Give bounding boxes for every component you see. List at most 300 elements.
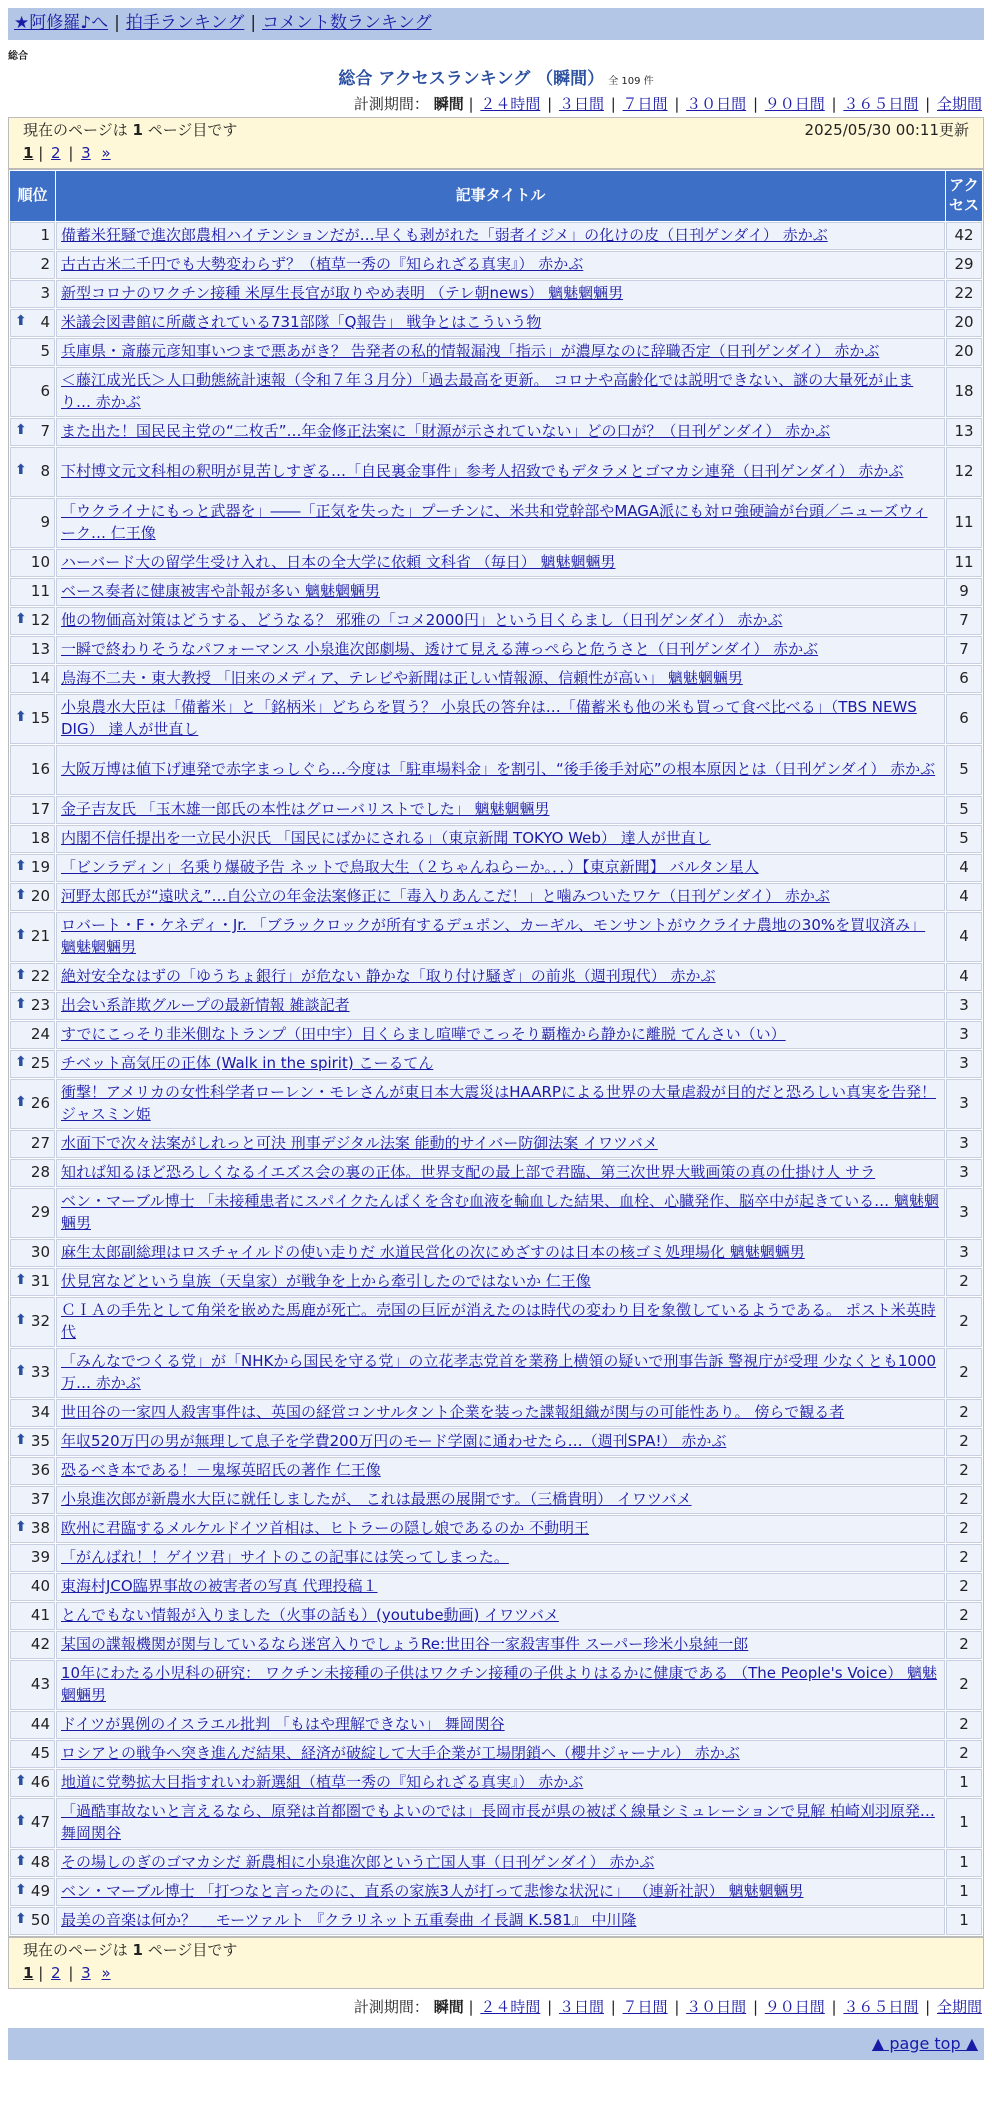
rank-cell bbox=[10, 1130, 55, 1158]
access-count: 3 bbox=[946, 1239, 982, 1267]
up-arrow-icon: ⬆ bbox=[15, 1882, 27, 1899]
access-count: 2 bbox=[946, 1515, 982, 1543]
rank-cell bbox=[10, 418, 55, 446]
article-title-link[interactable]: 「過酷事故ないと言えるなら、原発は首都圏でもよいのでは」長岡市長が県の被ばく線量シミュレーションで見解 柏崎刈羽原発… 舞岡関谷 bbox=[61, 1802, 935, 1842]
rank-number: 4 bbox=[40, 313, 50, 332]
access-count: 12 bbox=[946, 447, 982, 497]
article-title-link[interactable]: 最美の音楽は何か？ ＿モーツァルト 『クラリネット五重奏曲 イ長調 K.581』 中川隆 bbox=[61, 1910, 637, 1929]
rank-cell bbox=[10, 636, 55, 664]
page-1-current: 1 bbox=[23, 143, 34, 162]
table-row bbox=[10, 1297, 982, 1347]
table-row bbox=[10, 636, 982, 664]
rank-cell bbox=[10, 912, 55, 962]
access-count: 2 bbox=[946, 1348, 982, 1398]
up-arrow-icon: ⬆ bbox=[15, 996, 27, 1013]
table-row bbox=[10, 883, 982, 911]
article-title-link[interactable]: 大阪万博は値下げ連発で赤字まっしぐら…今度は「駐車場料金」を割引、“後手後手対応”の根本原因とは（日刊ゲンダイ） 赤かぶ bbox=[61, 759, 936, 778]
article-title-link[interactable]: ロシアとの戦争へ突き進んだ結果、経済が破綻して大手企業が工場閉鎖へ（櫻井ジャーナル） 赤かぶ bbox=[61, 1743, 740, 1762]
up-arrow-icon: ⬆ bbox=[15, 1853, 27, 1870]
rank-cell bbox=[10, 1457, 55, 1485]
rank-cell bbox=[10, 1079, 55, 1129]
page-2-link[interactable]: 2 bbox=[51, 143, 61, 162]
table-row bbox=[10, 418, 982, 446]
rank-number: 14 bbox=[30, 669, 50, 688]
table-row bbox=[10, 1079, 982, 1129]
access-count: 1 bbox=[946, 1849, 982, 1877]
table-row bbox=[10, 578, 982, 606]
rank-number: 16 bbox=[30, 760, 50, 779]
article-title-link[interactable]: 水面下で次々法案がしれっと可決 刑事デジタル法案 能動的サイバー防御法案 イワツバメ bbox=[61, 1133, 658, 1152]
table-row bbox=[10, 1878, 982, 1906]
rank-cell bbox=[10, 1515, 55, 1543]
access-count: 2 bbox=[946, 1399, 982, 1427]
access-count: 1 bbox=[946, 1907, 982, 1935]
access-count: 2 bbox=[946, 1660, 982, 1710]
breadcrumb: 総合 bbox=[8, 51, 28, 62]
rank-number: 15 bbox=[30, 709, 50, 728]
table-row bbox=[10, 251, 982, 279]
article-title-link[interactable]: 某国の諜報機関が関与しているなら迷宮入りでしょうRe:世田谷一家殺害事件 スーパー珍米小泉純一郎 bbox=[61, 1634, 749, 1653]
article-title-link[interactable]: 麻生太郎副総理はロスチャイルドの使い走りだ 水道民営化の次にめざすのは日本の核ゴミ処理場化 魑魅魍魎男 bbox=[61, 1242, 805, 1261]
up-arrow-icon: ⬆ bbox=[15, 1432, 27, 1449]
article-title-link[interactable]: 古古古米二千円でも大勢変わらず？（植草一秀の『知られざる真実』） 赤かぶ bbox=[61, 254, 584, 273]
article-title-link[interactable]: 10年にわたる小児科の研究： ワクチン未接種の子供はワクチン接種の子供よりはるかに健康である （The People's Voice） 魑魅魍魎男 bbox=[61, 1664, 938, 1704]
table-row bbox=[10, 1849, 982, 1877]
rank-number: 3 bbox=[40, 284, 50, 303]
rank-number: 7 bbox=[40, 422, 50, 441]
table-row bbox=[10, 1428, 982, 1456]
period-link[interactable]: ３０日間 bbox=[686, 94, 747, 113]
access-count: 22 bbox=[946, 280, 982, 308]
table-row bbox=[10, 1544, 982, 1572]
rank-number: 46 bbox=[30, 1773, 50, 1792]
access-count: 5 bbox=[946, 796, 982, 824]
separator: | bbox=[468, 1997, 479, 2016]
rank-number: 48 bbox=[30, 1853, 50, 1872]
article-title-link[interactable]: その場しのぎのゴマカシだ 新農相に小泉進次郎という亡国人事（日刊ゲンダイ） 赤かぶ bbox=[61, 1852, 655, 1871]
table-row bbox=[10, 825, 982, 853]
pager-bottom bbox=[8, 1937, 984, 1989]
separator: | bbox=[826, 1997, 842, 2016]
rank-number: 24 bbox=[30, 1025, 50, 1044]
access-count: 2 bbox=[946, 1268, 982, 1296]
access-count: 2 bbox=[946, 1711, 982, 1739]
rank-cell bbox=[10, 1050, 55, 1078]
article-title-link[interactable]: 恐るべき本である！－鬼塚英昭氏の著作 仁王像 bbox=[61, 1460, 381, 1479]
table-row bbox=[10, 1660, 982, 1710]
table-row bbox=[10, 796, 982, 824]
access-count: 2 bbox=[946, 1573, 982, 1601]
article-title-link[interactable]: 下村博文元文科相の釈明が見苦しすぎる…「自民裏金事件」参考人招致でもデタラメとゴマカシ連発（日刊ゲンダイ） 赤かぶ bbox=[61, 461, 904, 480]
access-count: 3 bbox=[946, 1130, 982, 1158]
up-arrow-icon: ⬆ bbox=[15, 1813, 27, 1830]
article-title-link[interactable]: とんでもない情報が入りました（火事の話も）(youtube動画) イワツバメ bbox=[61, 1605, 559, 1624]
up-arrow-icon: ⬆ bbox=[15, 1312, 27, 1329]
rank-number: 40 bbox=[30, 1577, 50, 1596]
rank-number: 22 bbox=[30, 967, 50, 986]
page-2-link[interactable]: 2 bbox=[51, 1963, 61, 1982]
page-title-text: 総合 アクセスランキング （瞬間） bbox=[338, 69, 605, 89]
table-row bbox=[10, 1130, 982, 1158]
rank-cell bbox=[10, 1573, 55, 1601]
access-count: 2 bbox=[946, 1457, 982, 1485]
table-row bbox=[10, 607, 982, 635]
table-row bbox=[10, 309, 982, 337]
access-count: 2 bbox=[946, 1297, 982, 1347]
rank-cell bbox=[10, 607, 55, 635]
up-arrow-icon: ⬆ bbox=[15, 313, 27, 330]
table-row bbox=[10, 1711, 982, 1739]
article-title-link[interactable]: 「みんなでつくる党」が「NHKから国民を守る党」の立花孝志党首を業務上横領の疑いで刑事告訴 警視庁が受理 少なくとも1000万… 赤かぶ bbox=[61, 1352, 937, 1392]
rank-number: 49 bbox=[30, 1882, 50, 1901]
rank-cell bbox=[10, 1798, 55, 1848]
rank-number: 33 bbox=[30, 1363, 50, 1382]
table-row bbox=[10, 854, 982, 882]
rank-cell bbox=[10, 796, 55, 824]
rank-cell bbox=[10, 1297, 55, 1347]
separator: | bbox=[669, 1997, 685, 2016]
up-arrow-icon: ⬆ bbox=[15, 709, 27, 726]
updated-time: 2025/05/30 00:11更新 bbox=[804, 120, 969, 139]
up-arrow-icon: ⬆ bbox=[15, 1363, 27, 1380]
period-link[interactable]: 全期間 bbox=[936, 94, 982, 113]
table-row bbox=[10, 1021, 982, 1049]
article-title-link[interactable]: 小泉農水大臣は「備蓄米」と「銘柄米」どちらを買う？ 小泉氏の答弁は…「備蓄米も他の米も買って食べ比べる」（TBS NEWS DIG） 達人が世直し bbox=[61, 698, 917, 738]
rank-number: 36 bbox=[30, 1461, 50, 1480]
up-arrow-icon: ⬆ bbox=[15, 1054, 27, 1071]
article-title-link[interactable]: また出た！国民民主党の“二枚舌”…年金修正法案に「財源が示されていない」どの口が？（日刊ゲンダイ） 赤かぶ bbox=[61, 421, 831, 440]
access-count: 2 bbox=[946, 1486, 982, 1514]
rank-number: 27 bbox=[30, 1134, 50, 1153]
rank-cell bbox=[10, 665, 55, 693]
up-arrow-icon: ⬆ bbox=[15, 611, 27, 628]
table-row bbox=[10, 1798, 982, 1848]
rank-cell bbox=[10, 1486, 55, 1514]
access-count: 18 bbox=[946, 367, 982, 417]
up-arrow-icon: ⬆ bbox=[15, 1272, 27, 1289]
table-row bbox=[10, 280, 982, 308]
period-current: 瞬間 bbox=[433, 1997, 464, 2016]
access-count: 9 bbox=[946, 578, 982, 606]
period-link[interactable]: ７日間 bbox=[622, 94, 668, 113]
rank-number: 34 bbox=[30, 1403, 50, 1422]
col-title-header: 記事タイトル bbox=[56, 171, 945, 221]
rank-number: 9 bbox=[40, 513, 50, 532]
rank-cell bbox=[10, 745, 55, 795]
article-title-link[interactable]: 備蓄米狂騒で進次郎農相ハイテンションだが…早くも剥がれた「弱者イジメ」の化けの皮（日刊ゲンダイ） 赤かぶ bbox=[61, 225, 828, 244]
current-page-text: 現在のページは 1 ページ目です bbox=[23, 120, 238, 139]
separator: | bbox=[605, 1997, 621, 2016]
article-title-link[interactable]: ロバート・F・ケネディ・Jr. 「ブラックロックが所有するデュポン、カーギル、モンサントがウクライナ農地の30%を買収済み」 魑魅魍魎男 bbox=[61, 916, 926, 956]
separator: | bbox=[114, 13, 120, 34]
period-selector bbox=[8, 94, 984, 115]
access-count: 13 bbox=[946, 418, 982, 446]
rank-number: 31 bbox=[30, 1272, 50, 1291]
table-row bbox=[10, 1769, 982, 1797]
article-title-link[interactable]: ハーバード大の留学生受け入れ、日本の全大学に依頼 文科省 （毎日） 魑魅魍魎男 bbox=[61, 552, 616, 571]
period-label: 計測期間： bbox=[353, 94, 429, 113]
article-title-link[interactable]: 河野太郎氏が“遠吠え”…自公立の年金法案修正に「毒入りあんこだ！」と噛みついたワケ（日刊ゲンダイ） 赤かぶ bbox=[61, 886, 830, 905]
separator: | bbox=[748, 94, 763, 113]
access-count: 1 bbox=[946, 1769, 982, 1797]
home-link[interactable]: ★阿修羅♪へ bbox=[14, 13, 109, 34]
rank-cell bbox=[10, 309, 55, 337]
rank-number: 37 bbox=[30, 1490, 50, 1509]
article-title-link[interactable]: 一瞬で終わりそうなパフォーマンス 小泉進次郎劇場、透けて見える薄っぺらと危うさと（日刊ゲンダイ） 赤かぶ bbox=[61, 639, 819, 658]
article-title-link[interactable]: 「がんばれ！！ゲイツ君」サイトのこの記事には笑ってしまった。 bbox=[61, 1547, 509, 1566]
table-row bbox=[10, 745, 982, 795]
access-count: 4 bbox=[946, 963, 982, 991]
page-top-link[interactable]: ▲ page top ▲ bbox=[871, 2033, 978, 2053]
rank-number: 20 bbox=[30, 887, 50, 906]
rank-cell bbox=[10, 1348, 55, 1398]
next-page-link[interactable]: » bbox=[101, 1963, 111, 1982]
rank-cell bbox=[10, 578, 55, 606]
article-title-link[interactable]: ベン・マーブル博士 「未接種患者にスパイクたんぱくを含む血液を輸血した結果、血栓、心臓発作、脳卒中が起きている… 魑魅魍魎男 bbox=[61, 1192, 939, 1232]
top-nav-bar bbox=[8, 8, 984, 40]
article-title-link[interactable]: 地道に党勢拡大目指すれいわ新選組（植草一秀の『知られざる真実』） 赤かぶ bbox=[61, 1772, 584, 1791]
separator: | bbox=[542, 94, 557, 113]
article-title-link[interactable]: 他の物価高対策はどうする、どうなる？ 邪雅の「コメ2000円」という目くらまし（日刊ゲンダイ） 赤かぶ bbox=[61, 610, 783, 629]
article-title-link[interactable]: 出会い系詐欺グループの最新情報 雑談記者 bbox=[61, 995, 350, 1014]
article-title-link[interactable]: 金子吉友氏 「玉木雄一郎氏の本性はグローバリストでした」 魑魅魍魎男 bbox=[61, 799, 550, 818]
rank-number: 12 bbox=[30, 611, 50, 630]
comment-ranking-link[interactable]: コメント数ランキング bbox=[262, 13, 432, 34]
access-count: 20 bbox=[946, 309, 982, 337]
table-row bbox=[10, 1239, 982, 1267]
access-count: 5 bbox=[946, 745, 982, 795]
period-link[interactable]: ２４時間 bbox=[480, 94, 541, 113]
rank-cell bbox=[10, 498, 55, 548]
period-link[interactable]: ７日間 bbox=[622, 1997, 668, 2016]
access-count: 4 bbox=[946, 912, 982, 962]
rank-cell bbox=[10, 549, 55, 577]
access-count: 11 bbox=[946, 549, 982, 577]
article-title-link[interactable]: 鳥海不二夫・東大教授 「旧来のメディア、テレビや新聞は正しい情報源、信頼性が高い」 魑魅魍魎男 bbox=[61, 668, 743, 687]
table-row bbox=[10, 1573, 982, 1601]
next-page-link[interactable]: » bbox=[101, 143, 111, 162]
page-1-current: 1 bbox=[23, 1963, 34, 1982]
article-title-link[interactable]: ベース奏者に健康被害や訃報が多い 魑魅魍魎男 bbox=[61, 581, 381, 600]
period-link[interactable]: ３日間 bbox=[558, 1997, 604, 2016]
footer-bar bbox=[8, 2028, 984, 2060]
rank-number: 18 bbox=[30, 829, 50, 848]
rank-cell bbox=[10, 1849, 55, 1877]
separator: | bbox=[605, 94, 621, 113]
up-arrow-icon: ⬆ bbox=[15, 1911, 27, 1928]
up-arrow-icon: ⬆ bbox=[15, 462, 27, 479]
access-count: 2 bbox=[946, 1544, 982, 1572]
rank-number: 21 bbox=[30, 927, 50, 946]
up-arrow-icon: ⬆ bbox=[15, 1094, 27, 1111]
article-title-link[interactable]: 内閣不信任提出を一立民小沢氏 「国民にばかにされる」（東京新聞 TOKYO Web） 達人が世直し bbox=[61, 828, 711, 847]
access-count: 11 bbox=[946, 498, 982, 548]
table-row bbox=[10, 1159, 982, 1187]
access-count: 3 bbox=[946, 1159, 982, 1187]
access-count: 2 bbox=[946, 1740, 982, 1768]
clap-ranking-link[interactable]: 拍手ランキング bbox=[125, 13, 245, 34]
article-title-link[interactable]: ベン・マーブル博士 「打つなと言ったのに、直系の家族3人が打って悲惨な状況に」 （連新社訳） 魑魅魍魎男 bbox=[61, 1881, 804, 1900]
rank-number: 6 bbox=[40, 382, 50, 401]
item-count: 全 109 件 bbox=[608, 76, 654, 87]
separator: | bbox=[920, 94, 935, 113]
rank-cell bbox=[10, 1239, 55, 1267]
article-title-link[interactable]: 絶対安全なはずの「ゆうちょ銀行」が危ない 静かな「取り付け騒ぎ」の前兆（週刊現代） 赤かぶ bbox=[61, 966, 716, 985]
rank-cell bbox=[10, 280, 55, 308]
rank-cell bbox=[10, 1907, 55, 1935]
page-3-link[interactable]: 3 bbox=[81, 143, 91, 162]
rank-number: 44 bbox=[30, 1715, 50, 1734]
current-page-text: 現在のページは 1 ページ目です bbox=[23, 1940, 238, 1959]
article-title-link[interactable]: 兵庫県・斎藤元彦知事いつまで悪あがき？ 告発者の私的情報漏洩「指示」が濃厚なのに辞職否定（日刊ゲンダイ） 赤かぶ bbox=[61, 341, 880, 360]
access-count: 3 bbox=[946, 1050, 982, 1078]
rank-number: 23 bbox=[30, 996, 50, 1015]
rank-number: 5 bbox=[40, 342, 50, 361]
rank-cell bbox=[10, 963, 55, 991]
rank-number: 43 bbox=[30, 1675, 50, 1694]
article-title-link[interactable]: 東海村JCO臨界事故の被害者の写真 代理投稿１ bbox=[61, 1576, 378, 1595]
table-row bbox=[10, 1348, 982, 1398]
rank-number: 50 bbox=[30, 1911, 50, 1930]
period-selector bbox=[8, 1997, 984, 2018]
rank-cell bbox=[10, 883, 55, 911]
access-count: 3 bbox=[946, 1079, 982, 1129]
separator: | bbox=[920, 1997, 935, 2016]
article-title-link[interactable]: 知れば知るほど恐ろしくなるイエズス会の裏の正体。世界支配の最上部で君臨、第三次世界大戦画策の真の仕掛け人 サラ bbox=[61, 1162, 876, 1181]
up-arrow-icon: ⬆ bbox=[15, 887, 27, 904]
access-count: 2 bbox=[946, 1602, 982, 1630]
period-link[interactable]: ９０日間 bbox=[764, 1997, 825, 2016]
separator: | bbox=[468, 94, 479, 113]
article-title-link[interactable]: 伏見宮などという皇族（天皇家）が戦争を上から牽引したのではないか 仁王像 bbox=[61, 1271, 591, 1290]
access-count: 5 bbox=[946, 825, 982, 853]
rank-cell bbox=[10, 222, 55, 250]
access-count: 1 bbox=[946, 1878, 982, 1906]
article-title-link[interactable]: すでにこっそり非米側なトランプ（田中宇）目くらまし喧嘩でこっそり覇権から静かに離脱 てんさい（い） bbox=[61, 1024, 786, 1043]
access-count: 3 bbox=[946, 992, 982, 1020]
article-title-link[interactable]: チベット高気圧の正体 (Walk in the spirit) こーるてん bbox=[61, 1053, 434, 1072]
rank-cell bbox=[10, 1268, 55, 1296]
up-arrow-icon: ⬆ bbox=[15, 422, 27, 439]
rank-cell bbox=[10, 1602, 55, 1630]
article-title-link[interactable]: 年収520万円の男が無理して息子を学費200万円のモード学園に通わせたら…（週刊SPA!） 赤かぶ bbox=[61, 1431, 727, 1450]
separator: | bbox=[669, 94, 685, 113]
access-count: 2 bbox=[946, 1631, 982, 1659]
period-link[interactable]: ３６５日間 bbox=[843, 1997, 919, 2016]
article-title-link[interactable]: 欧州に君臨するメルケルドイツ首相は、ヒトラーの隠し娘であるのか 不動明王 bbox=[61, 1518, 589, 1537]
rank-cell bbox=[10, 1188, 55, 1238]
access-count: 7 bbox=[946, 636, 982, 664]
rank-cell bbox=[10, 251, 55, 279]
rank-cell bbox=[10, 1159, 55, 1187]
table-row bbox=[10, 549, 982, 577]
up-arrow-icon: ⬆ bbox=[15, 1773, 27, 1790]
table-row bbox=[10, 498, 982, 548]
rank-number: 45 bbox=[30, 1744, 50, 1763]
rank-cell bbox=[10, 992, 55, 1020]
rank-number: 30 bbox=[30, 1243, 50, 1262]
table-row bbox=[10, 367, 982, 417]
table-row bbox=[10, 963, 982, 991]
rank-number: 26 bbox=[30, 1094, 50, 1113]
rank-number: 19 bbox=[30, 858, 50, 877]
article-title-link[interactable]: 新型コロナのワクチン接種 米厚生長官が取りやめ表明 （テレ朝news） 魑魅魍魎男 bbox=[61, 283, 624, 302]
rank-number: 29 bbox=[30, 1203, 50, 1222]
up-arrow-icon: ⬆ bbox=[15, 967, 27, 984]
rank-cell bbox=[10, 1631, 55, 1659]
rank-cell bbox=[10, 825, 55, 853]
table-row bbox=[10, 1188, 982, 1238]
pager-top bbox=[8, 117, 984, 169]
access-count: 6 bbox=[946, 665, 982, 693]
rank-number: 1 bbox=[40, 226, 50, 245]
period-link[interactable]: ２４時間 bbox=[480, 1997, 541, 2016]
rank-number: 41 bbox=[30, 1606, 50, 1625]
access-count: 4 bbox=[946, 854, 982, 882]
article-title-link[interactable]: 米議会図書館に所蔵されている731部隊「Q報告」 戦争とはこういう物 bbox=[61, 312, 542, 331]
rank-number: 42 bbox=[30, 1635, 50, 1654]
rank-number: 47 bbox=[30, 1813, 50, 1832]
page-3-link[interactable]: 3 bbox=[81, 1963, 91, 1982]
article-title-link[interactable]: 小泉進次郎が新農水大臣に就任しましたが、 これは最悪の展開です。（三橋貴明） イワツバメ bbox=[61, 1489, 692, 1508]
rank-number: 13 bbox=[30, 640, 50, 659]
rank-cell bbox=[10, 1021, 55, 1049]
article-title-link[interactable]: ＜藤江成光氏＞人口動態統計速報（令和７年３月分）「過去最高を更新。 コロナや高齢化では説明できない、謎の大量死が止まり… 赤かぶ bbox=[61, 371, 914, 411]
rank-cell bbox=[10, 338, 55, 366]
table-row bbox=[10, 1457, 982, 1485]
period-label: 計測期間： bbox=[353, 1997, 429, 2016]
rank-number: 8 bbox=[40, 462, 50, 481]
rank-number: 17 bbox=[30, 800, 50, 819]
pagination: 1 | 2 | 3 » bbox=[23, 143, 111, 162]
article-title-link[interactable]: 「ビンラディン」名乗り爆破予告 ネットで鳥取大生（２ちゃんねらーか。．．）【東京新聞】 バルタン星人 bbox=[61, 857, 759, 876]
table-row bbox=[10, 1602, 982, 1630]
rank-number: 10 bbox=[30, 553, 50, 572]
period-link[interactable]: ９０日間 bbox=[764, 94, 825, 113]
rank-cell bbox=[10, 1399, 55, 1427]
period-link[interactable]: ３０日間 bbox=[686, 1997, 747, 2016]
separator: | bbox=[748, 1997, 763, 2016]
article-title-link[interactable]: 世田谷の一家四人殺害事件は、英国の経営コンサルタント企業を装った諜報組織が関与の可能性あり。 傍らで観る者 bbox=[61, 1402, 845, 1421]
period-link[interactable]: ３日間 bbox=[558, 94, 604, 113]
separator: | bbox=[250, 13, 257, 34]
rank-cell bbox=[10, 1544, 55, 1572]
article-title-link[interactable]: ドイツが異例のイスラエル批判 「もはや理解できない」 舞岡関谷 bbox=[61, 1714, 505, 1733]
rank-cell bbox=[10, 694, 55, 744]
access-count: 20 bbox=[946, 338, 982, 366]
access-count: 1 bbox=[946, 1798, 982, 1848]
rank-cell bbox=[10, 1428, 55, 1456]
table-row bbox=[10, 694, 982, 744]
table-row bbox=[10, 1740, 982, 1768]
period-link[interactable]: ３６５日間 bbox=[843, 94, 919, 113]
rank-cell bbox=[10, 854, 55, 882]
table-row bbox=[10, 1907, 982, 1935]
article-title-link[interactable]: ＣＩＡの手先として角栄を嵌めた馬鹿が死亡。売国の巨匠が消えたのは時代の変わり目を象徴しているようである。 ポスト米英時代 bbox=[61, 1301, 936, 1341]
page-title bbox=[8, 68, 984, 92]
rank-number: 11 bbox=[30, 582, 50, 601]
rank-number: 39 bbox=[30, 1548, 50, 1567]
pagination: 1 | 2 | 3 » bbox=[23, 1963, 111, 1982]
article-title-link[interactable]: 「ウクライナにもっと武器を」――「正気を失った」プーチンに、米共和党幹部やMAGA派にも対ロ強硬論が台頭／ニューズウィーク… 仁王像 bbox=[61, 502, 928, 542]
table-row bbox=[10, 447, 982, 497]
access-count: 3 bbox=[946, 1021, 982, 1049]
rank-number: 25 bbox=[30, 1054, 50, 1073]
article-title-link[interactable]: 衝撃！アメリカの女性科学者ローレン・モレさんが東日本大震災はHAARPによる世界の大量虐殺が目的だと恐ろしい真実を告発！ ジャスミン姫 bbox=[61, 1083, 936, 1123]
table-row bbox=[10, 1486, 982, 1514]
period-link[interactable]: 全期間 bbox=[936, 1997, 982, 2016]
table-row bbox=[10, 222, 982, 250]
